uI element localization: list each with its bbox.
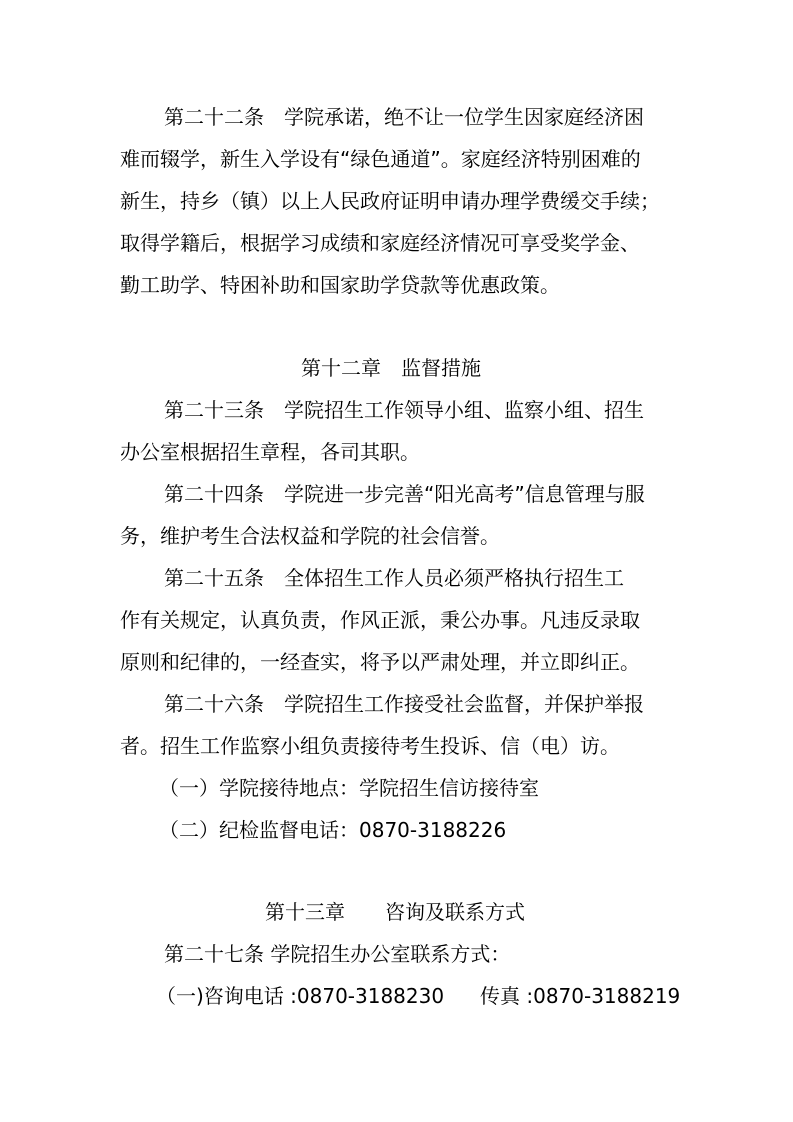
inquiry-phone: （一)咨询电话 :0870-3188230 bbox=[156, 984, 445, 1008]
document-page: 第二十二条 学院承诺，绝不让一位学生因家庭经济困 难而辍学，新生入学设有“绿色通道”。家庭经济特别困难的 新生，持乡（镇）以上人民政府证明申请办理学费缓交手续； 取得学籍后，根据学习成绩和家庭经济情况可享受奖学金、 勤工助学、特困补助和国家助学贷款等优惠政策。 第十二章 监督措施 第二十三条 学院招生工作领导小组、监察小组、招生 办公室根据招生章程，各司其职。 第二十四条 学院进一步完善“阳光高考”信息管理与服 务，维护考生合法权益和学院的社会信誉。 第二十五条 全体招生工作人员必须严格执行招生工 作有关规定，认真负责，作风正派，秉公办事。凡违反录取 原则和纪律的，一经查实，将予以严肃处理，并立即纠正。 第二十六条 学院招生工作接受社会监督，并保护举报 者。招生工作监察小组负责接待考生投诉、信（电）访。 （一）学院接待地点：学院招生信访接待室 （二）纪检监督电话：0870-3188226 第十三章 咨询及联系方式 第二十七条 学院招生办公室联系方式： （一)咨询电话 :0870-3188230 传真 :0870-3188219 bbox=[120, 105, 681, 1008]
fax-number: 传真 :0870-3188219 bbox=[480, 984, 681, 1008]
